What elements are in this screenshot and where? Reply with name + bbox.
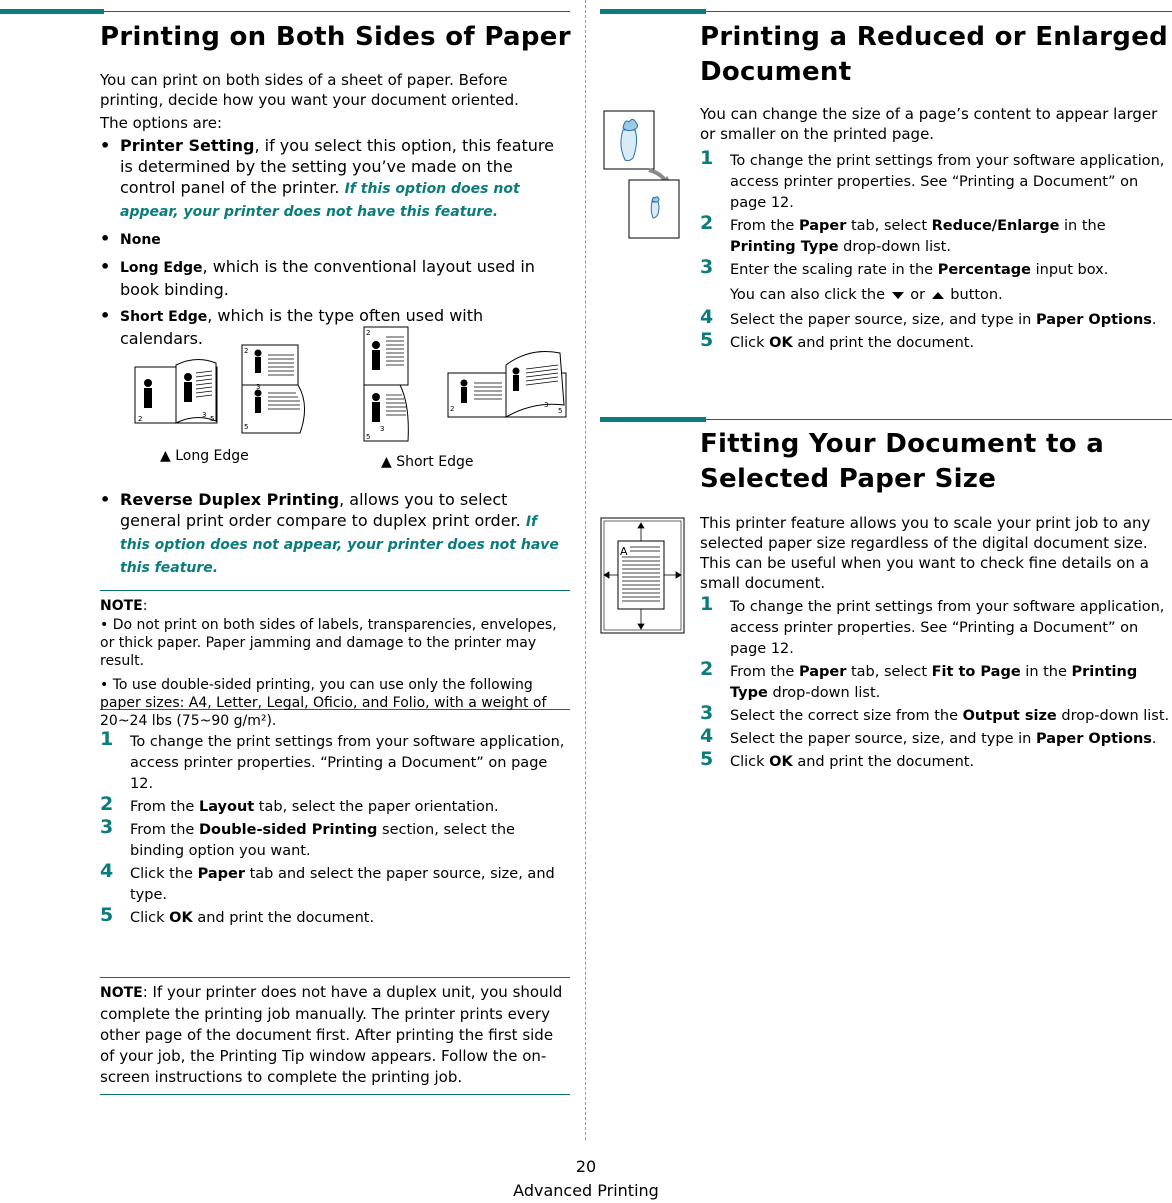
svg-text:5: 5 — [558, 407, 563, 415]
caption-long-edge: ▲ Long Edge — [160, 448, 249, 464]
note-item-2: • To use double-sided printing, you can use only the following paper sizes: A4, Letter, Legal, Oficio, and Folio, with a weight of 20~24 lbs (75~90 g/m²). — [100, 677, 547, 729]
footer-title: Advanced Printing — [513, 1181, 659, 1200]
svg-text:A: A — [620, 545, 628, 558]
short-edge-book-icon — [448, 352, 566, 418]
long-edge-book-icon — [135, 359, 217, 423]
svg-text:3: 3 — [380, 425, 385, 433]
short-edge-stack-icon — [364, 327, 408, 441]
step-2: 2 From the Paper tab, select Reduce/Enlarge in the Printing Type drop-down list. — [700, 212, 1106, 255]
fit-to-page-illustration — [600, 517, 686, 635]
step-4: 4 Select the paper source, size, and type in Paper Options. — [700, 306, 1157, 328]
duplex-illustration — [130, 325, 570, 445]
section-title-fit-to-page: Fitting Your Document to a Selected Paper Size — [700, 429, 1105, 494]
options-label: The options are: — [100, 114, 222, 132]
down-arrow-icon — [892, 292, 904, 299]
intro-fit-to-page: This printer feature allows you to scale your print job to any selected paper size regardless of the digital document size. This can be useful when you want to check fine details on a small document. — [700, 514, 1151, 592]
note-text: : If your printer does not have a duplex unit, you should complete the printing job manually. The printer prints every other page of the document first. After printing the first side of your job, the Printing Tip window appears. Follow the on-screen instructions to complete the printing job. — [100, 983, 563, 1086]
svg-text:2: 2 — [450, 405, 455, 413]
section-rule — [100, 11, 570, 12]
step-3-sub: You can also click the or button. — [730, 287, 1003, 303]
page-number: 20 — [575, 1157, 597, 1176]
options-list — [100, 135, 570, 354]
svg-text:2: 2 — [366, 329, 371, 337]
option-reverse-duplex: • Reverse Duplex Printing, allows you to select general print order compare to duplex print order. If this option does not appear, your printer does not have this feature. — [100, 490, 559, 576]
step-2: 2 From the Layout tab, select the paper orientation. — [100, 793, 499, 815]
svg-text:5: 5 — [244, 423, 249, 431]
svg-text:5: 5 — [366, 433, 371, 441]
large-page-icon — [604, 111, 654, 169]
note-box-2: NOTE: If your printer does not have a duplex unit, you should complete the printing job manually. The printer prints every other page of the document first. After printing the first side of your job, the Printing Tip window appears. Follow the on-screen instructions to complete the printing job. — [100, 977, 570, 1095]
duplex-steps — [100, 728, 570, 931]
section-rule — [700, 11, 1172, 12]
step-1: 1 To change the print settings from your software application, access printer properties. See “Printing a Document” on page 12. — [700, 593, 1165, 657]
intro-reduce-enlarge: You can change the size of a page’s content to appear larger or smaller on the printed page. — [700, 105, 1158, 143]
section-rule-tab — [600, 417, 706, 422]
step-3: 3 Enter the scaling rate in the Percentage input box. You can also click the or button. — [700, 260, 1172, 306]
intro-text: You can print on both sides of a sheet of paper. Before printing, decide how you want your document oriented. — [100, 71, 519, 109]
step-5: 5 Click OK and print the document. — [700, 748, 975, 770]
svg-text:3: 3 — [202, 411, 207, 419]
step-1: 1 To change the print settings from your software application, access printer properties. See “Printing a Document” on page 12. — [700, 147, 1165, 211]
note-box-1: NOTE: • Do not print on both sides of labels, transparencies, envelopes, or thick paper. Paper jamming and damage to the printer may result. • To use double-sided printing, you can use only the following paper sizes: A4, Letter, Legal, Oficio, and Folio, with a weight of 20~24 lbs (75~90 g/m²). — [100, 590, 570, 710]
step-3: 3 From the Double-sided Printing section, select the binding option you want. — [100, 816, 515, 859]
step-4: 4 Select the paper source, size, and type in Paper Options. — [700, 725, 1157, 747]
svg-text:5: 5 — [210, 415, 215, 423]
svg-text:2: 2 — [244, 347, 249, 355]
fit-steps — [700, 593, 1172, 775]
options-list-2 — [100, 489, 570, 584]
column-divider — [585, 0, 586, 1140]
long-edge-stack-icon — [242, 345, 305, 433]
section-rule-tab — [0, 9, 104, 14]
option-short-edge: • Short Edge, which is the type often used with calendars. — [100, 306, 484, 348]
option-none: • None — [100, 229, 161, 248]
step-2: 2 From the Paper tab, select Fit to Page in the Printing Type drop-down list. — [700, 658, 1138, 701]
note-label: NOTE — [100, 598, 143, 614]
reduce-enlarge-illustration — [603, 110, 685, 242]
option-long-edge: • Long Edge, which is the conventional layout used in book binding. — [100, 257, 535, 299]
step-5: 5 Click OK and print the document. — [700, 329, 975, 351]
reduce-steps — [700, 147, 1172, 356]
section-rule-tab — [600, 9, 706, 14]
section-rule — [700, 419, 1172, 420]
option-printer-setting: • Printer Setting, if you select this option, this feature is determined by the setting you’ve made on the control panel of the printer. If this option does not appear, your printer does not have this feature. — [100, 136, 554, 220]
svg-text:3: 3 — [256, 383, 261, 391]
small-page-icon — [629, 180, 679, 238]
step-3: 3 Select the correct size from the Output size drop-down list. — [700, 702, 1170, 724]
svg-text:3: 3 — [544, 401, 549, 409]
step-1: 1 To change the print settings from your software application, access printer properties. “Printing a Document” on page 12. — [100, 728, 565, 792]
step-5: 5 Click OK and print the document. — [100, 904, 375, 926]
step-4: 4 Click the Paper tab and select the paper source, size, and type. — [100, 860, 555, 903]
caption-short-edge: ▲ Short Edge — [381, 454, 474, 470]
note-item-1: • Do not print on both sides of labels, transparencies, envelopes, or thick paper. Paper jamming and damage to the printer may result. — [100, 617, 557, 669]
svg-text:2: 2 — [138, 415, 143, 423]
section-title-reduce-enlarge: Printing a Reduced or Enlarged Document — [700, 22, 1169, 87]
up-arrow-icon — [932, 292, 944, 299]
section-title-duplex: Printing on Both Sides of Paper — [100, 22, 571, 52]
